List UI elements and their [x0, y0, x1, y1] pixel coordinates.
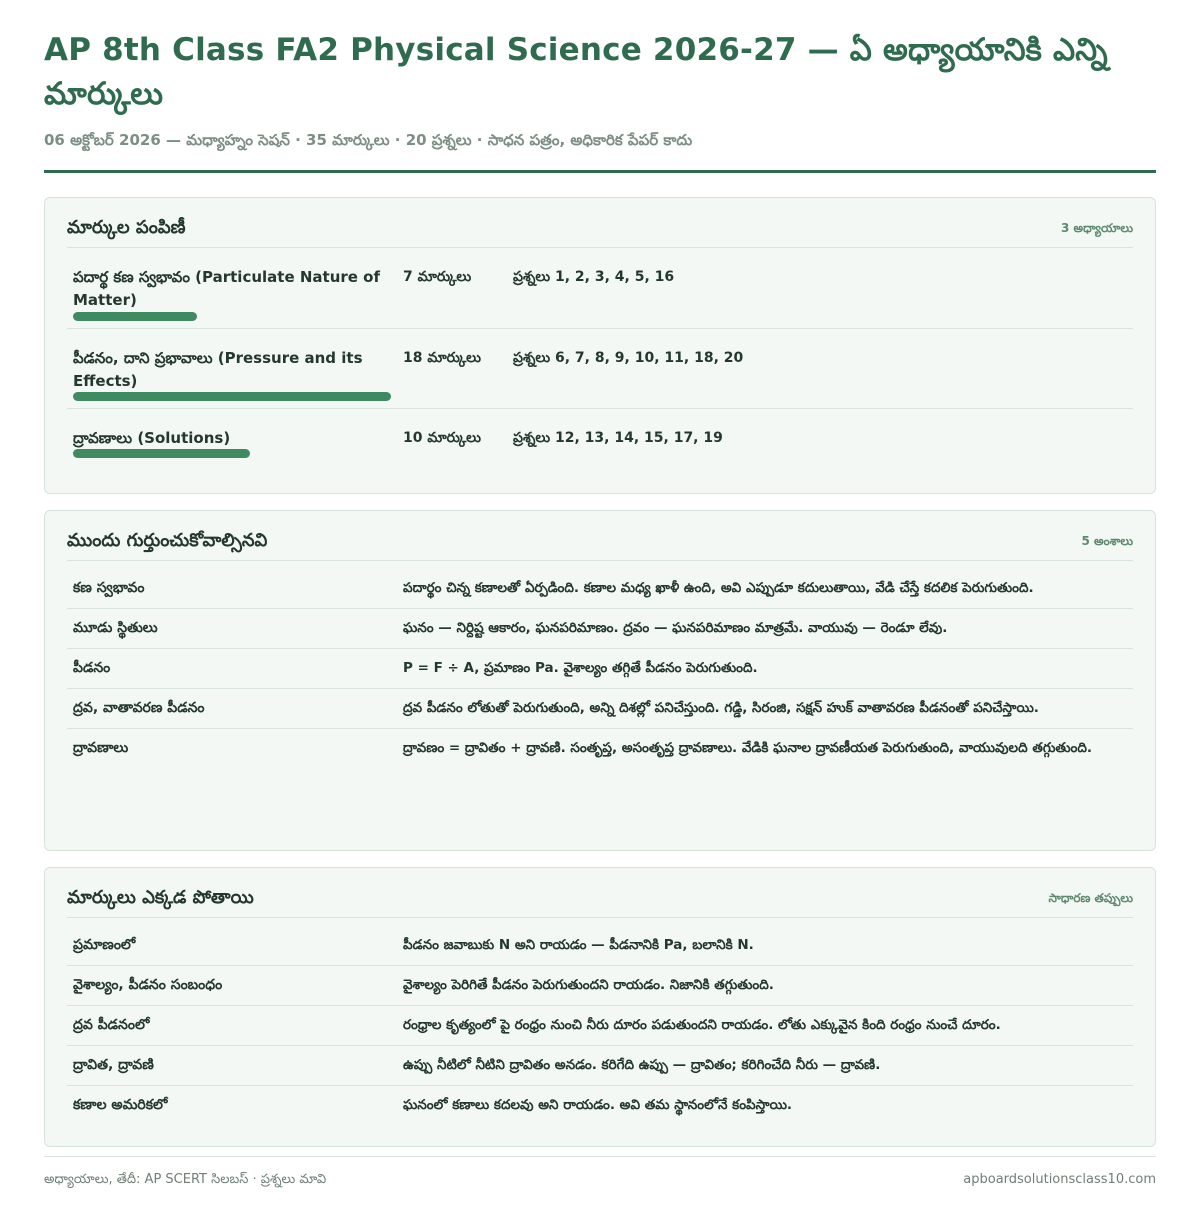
topic-label: కణ స్వభావం — [73, 580, 145, 596]
marks-bar — [73, 392, 391, 401]
topic-label: ద్రవ, వాతావరణ పీడనం — [73, 700, 205, 716]
footer-divider — [44, 1156, 1156, 1157]
list-item — [67, 729, 1133, 768]
chapter-marks: 18 మార్కులు — [403, 350, 481, 366]
list-item — [67, 1046, 1133, 1086]
chapter-questions: ప్రశ్నలు 1, 2, 3, 4, 5, 16 — [513, 269, 675, 285]
footer — [44, 1172, 1156, 1190]
list-item — [67, 966, 1133, 1006]
mistake-label: వైశాల్యం, పీడనం సంబంధం — [73, 977, 223, 993]
list-item — [67, 1006, 1133, 1046]
mistake-detail: ఉప్పు నీటిలో నీటిని ద్రావితం అనడం. కరిగేది ఉప్పు — ద్రావితం; కరిగించేది నీరు — ద్రావణి. — [403, 1057, 881, 1073]
mistake-label: ద్రావిత, ద్రావణి — [73, 1057, 154, 1073]
page-subtitle: 06 అక్టోబర్ 2026 — మధ్యాహ్నం సెషన్ · 35 మార్కులు · 20 ప్రశ్నలు · సాధన పత్రం, అధికారిక పేపర్ కాదు — [44, 131, 693, 149]
list-item — [67, 689, 1133, 729]
list-item — [67, 918, 1133, 966]
common-mistakes-card — [44, 867, 1156, 1147]
chapter-row — [67, 329, 1133, 409]
remember-card — [44, 510, 1156, 851]
mistakes-card-meta: సాధారణ తప్పులు — [1048, 891, 1133, 905]
header-divider — [44, 170, 1156, 173]
marks-card-meta: 3 అధ్యాయాలు — [1060, 221, 1133, 235]
marks-bar — [73, 449, 250, 458]
mistake-label: ద్రవ పీడనంలో — [73, 1017, 150, 1033]
chapter-name: పీడనం, దాని ప్రభావాలు (Pressure and its Effects) — [73, 349, 363, 390]
topic-detail: ద్రావణం = ద్రావితం + ద్రావణి. సంతృప్త, అసంతృప్త ద్రావణాలు. వేడికి ఘనాల ద్రావణీయత పెరుగుతుంది, వాయువులది తగ్గుతుంది. — [403, 740, 1093, 756]
list-item — [67, 649, 1133, 689]
chapter-name: పదార్థ కణ స్వభావం (Particulate Nature of Matter) — [73, 268, 380, 309]
list-item — [67, 1086, 1133, 1125]
marks-bar — [73, 312, 197, 321]
mistake-detail: పీడనం జవాబుకు N అని రాయడం — పీడనానికి Pa, బలానికి N. — [403, 937, 754, 953]
chapter-questions: ప్రశ్నలు 12, 13, 14, 15, 17, 19 — [513, 430, 723, 446]
mistake-detail: వైశాల్యం పెరిగితే పీడనం పెరుగుతుందని రాయడం. నిజానికి తగ్గుతుంది. — [403, 977, 774, 993]
page-content — [44, 28, 1156, 1147]
mistakes-card-title: మార్కులు ఎక్కడ పోతాయి — [67, 887, 254, 908]
list-item — [67, 609, 1133, 649]
marks-card-title: మార్కుల పంపిణీ — [67, 217, 186, 238]
chapter-questions: ప్రశ్నలు 6, 7, 8, 9, 10, 11, 18, 20 — [513, 350, 744, 366]
mistake-label: కణాల అమరికలో — [73, 1097, 168, 1113]
marks-distribution-card — [44, 197, 1156, 494]
topic-label: ద్రావణాలు — [73, 740, 129, 756]
mistake-label: ప్రమాణంలో — [73, 937, 136, 953]
list-item — [67, 561, 1133, 609]
topic-detail: ఘనం — నిర్దిష్ట ఆకారం, ఘనపరిమాణం. ద్రవం — ఘనపరిమాణం మాత్రమే. వాయువు — రెండూ లేవు. — [403, 620, 948, 636]
chapter-row — [67, 248, 1133, 329]
chapter-row — [67, 409, 1133, 481]
chapter-name: ద్రావణాలు (Solutions) — [73, 429, 231, 447]
chapter-marks: 7 మార్కులు — [403, 269, 472, 285]
topic-label: పీడనం — [73, 660, 111, 676]
topic-detail: ద్రవ పీడనం లోతుతో పెరుగుతుంది, అన్ని దిశల్లో పనిచేస్తుంది. గడ్డి, సిరంజి, సక్షన్ హుక్ వాతావరణ పీడనంతో పనిచేస్తాయి. — [403, 700, 1039, 716]
footer-site-link[interactable]: apboardsolutionsclass10.com — [963, 1172, 1156, 1187]
topic-detail: పదార్థం చిన్న కణాలతో ఏర్పడింది. కణాల మధ్య ఖాళీ ఉంది, అవి ఎప్పుడూ కదులుతాయి, వేడి చేస్తే కదలిక పెరుగుతుంది. — [403, 580, 1034, 596]
topic-label: మూడు స్థితులు — [73, 620, 158, 636]
mistake-detail: ఘనంలో కణాలు కదలవు అని రాయడం. అవి తమ స్థానంలోనే కంపిస్తాయి. — [403, 1097, 793, 1113]
remember-card-title: ముందు గుర్తుంచుకోవాల్సినవి — [67, 530, 268, 551]
mistake-detail: రంధ్రాల కృత్యంలో పై రంధ్రం నుంచి నీరు దూరం పడుతుందని రాయడం. లోతు ఎక్కువైన కింది రంధ్రం నుంచే దూరం. — [403, 1017, 1001, 1033]
footer-source-note: అధ్యాయాలు, తేదీ: AP SCERT సిలబస్ · ప్రశ్నలు మావి — [44, 1172, 327, 1187]
chapter-marks: 10 మార్కులు — [403, 430, 481, 446]
page-title: AP 8th Class FA2 Physical Science 2026-27 — ఏ అధ్యాయానికి ఎన్ని మార్కులు — [44, 32, 1108, 112]
topic-detail: P = F ÷ A, ప్రమాణం Pa. వైశాల్యం తగ్గితే పీడనం పెరుగుతుంది. — [403, 660, 758, 676]
remember-card-meta: 5 అంశాలు — [1081, 534, 1133, 548]
